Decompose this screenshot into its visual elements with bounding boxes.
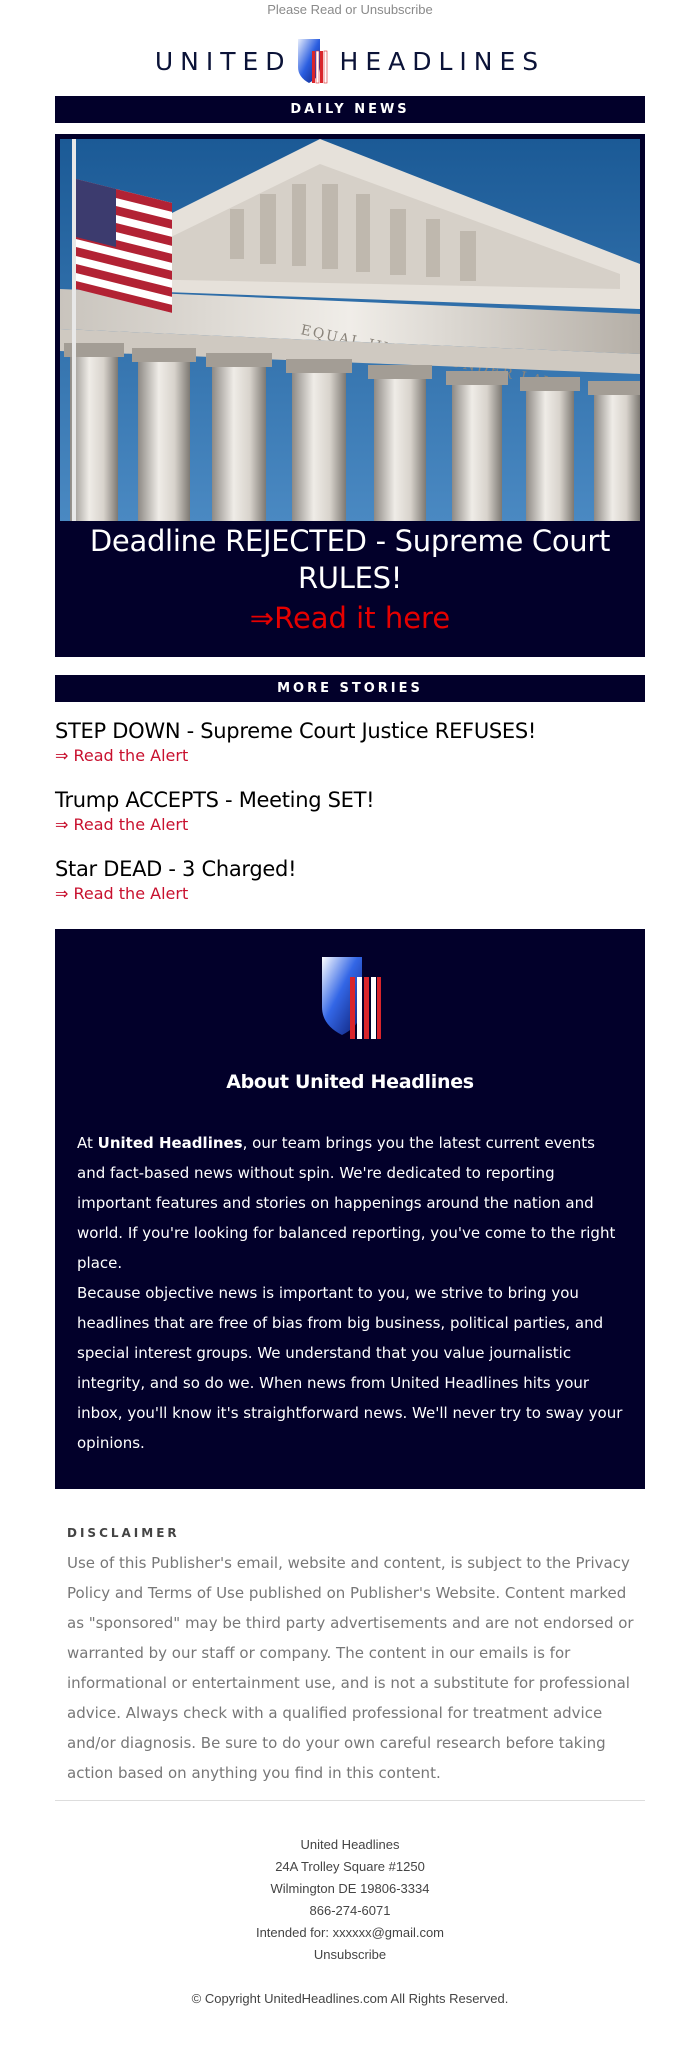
read-alert-link[interactable]: ⇒ Read the Alert bbox=[55, 884, 189, 903]
disclaimer-text: Use of this Publisher's email, website and content, is subject to the Privacy Policy and Terms of Use published on Publisher's Website. Content marked as "sponsored" may be third party advertisements and are not endorsed or warranted by our staff or company. The content in our emails is for informational or entertainment use, and is not a substitute for professional advice. Always check with a qualified professional for treatment advice and/or diagnosis. Be sure to do your own careful research before taking action based on anything you find in this content. bbox=[67, 1554, 634, 1782]
read-alert-link[interactable]: ⇒ Read the Alert bbox=[55, 815, 189, 834]
story-title[interactable]: Trump ACCEPTS - Meeting SET! bbox=[55, 788, 375, 812]
story-item bbox=[55, 717, 645, 786]
logo-word-united: UNITED bbox=[154, 46, 292, 76]
footer-address-line-1: 24A Trolley Square #1250 bbox=[275, 1859, 425, 1874]
story-title[interactable]: STEP DOWN - Supreme Court Justice REFUSES! bbox=[55, 719, 537, 743]
logo-word-headlines: HEADLINES bbox=[339, 46, 546, 76]
footer-intended-for: Intended for: xxxxxx@gmail.com bbox=[255, 1925, 445, 1940]
footer-divider bbox=[55, 1800, 645, 1801]
read-alert-link[interactable]: ⇒ Read the Alert bbox=[55, 746, 189, 765]
copyright: © Copyright UnitedHeadlines.com All Rights Reserved. bbox=[191, 1991, 509, 2006]
brand-logo[interactable] bbox=[0, 36, 700, 86]
read-it-here-link[interactable]: ⇒Read it here bbox=[249, 601, 451, 635]
hero-headline[interactable]: Deadline REJECTED - Supreme Court RULES! bbox=[89, 524, 611, 595]
preheader bbox=[0, 2, 700, 17]
footer-address-line-2: Wilmington DE 19806-3334 bbox=[270, 1881, 430, 1896]
unsubscribe-preheader-link[interactable]: Please Read or Unsubscribe bbox=[267, 2, 433, 17]
shield-logo-icon bbox=[296, 37, 330, 85]
hero-image[interactable] bbox=[60, 139, 640, 521]
story-item bbox=[55, 855, 645, 924]
about-paragraph-2: Because objective news is important to you, we strive to bring you headlines that are free of bias from big business, political parties, and special interest groups. We understand that you value journalistic integrity, and so do we. When news from United Headlines hits your inbox, you'll know it's straightforward news. We'll never try to sway your opinions. bbox=[77, 1284, 623, 1452]
footer-company: United Headlines bbox=[300, 1837, 400, 1852]
about-p1-prefix: At bbox=[77, 1134, 98, 1152]
about-p1-brand: United Headlines bbox=[97, 1134, 243, 1152]
more-stories-bar: MORE STORIES bbox=[55, 675, 645, 702]
footer-phone: 866-274-6071 bbox=[309, 1903, 391, 1918]
story-item bbox=[55, 786, 645, 855]
hero-story bbox=[55, 134, 645, 657]
about-section bbox=[55, 929, 645, 1489]
footer-address bbox=[0, 1834, 700, 1966]
supreme-court-photo-icon bbox=[60, 139, 640, 521]
about-p1-rest: , our team brings you the latest current events and fact-based news without spin. We're dedicated to reporting important features and stories on happenings around the nation and world. If you're looking for balanced reporting, you've come to the right place. bbox=[77, 1134, 616, 1272]
disclaimer-heading: DISCLAIMER bbox=[67, 1526, 180, 1540]
about-title: About United Headlines bbox=[226, 1071, 474, 1093]
more-stories-list bbox=[55, 717, 645, 924]
shield-logo-icon bbox=[320, 955, 382, 1039]
unsubscribe-link[interactable]: Unsubscribe bbox=[313, 1947, 387, 1962]
about-paragraph-1 bbox=[77, 1128, 625, 1278]
daily-news-bar: DAILY NEWS bbox=[55, 96, 645, 123]
story-title[interactable]: Star DEAD - 3 Charged! bbox=[55, 857, 297, 881]
